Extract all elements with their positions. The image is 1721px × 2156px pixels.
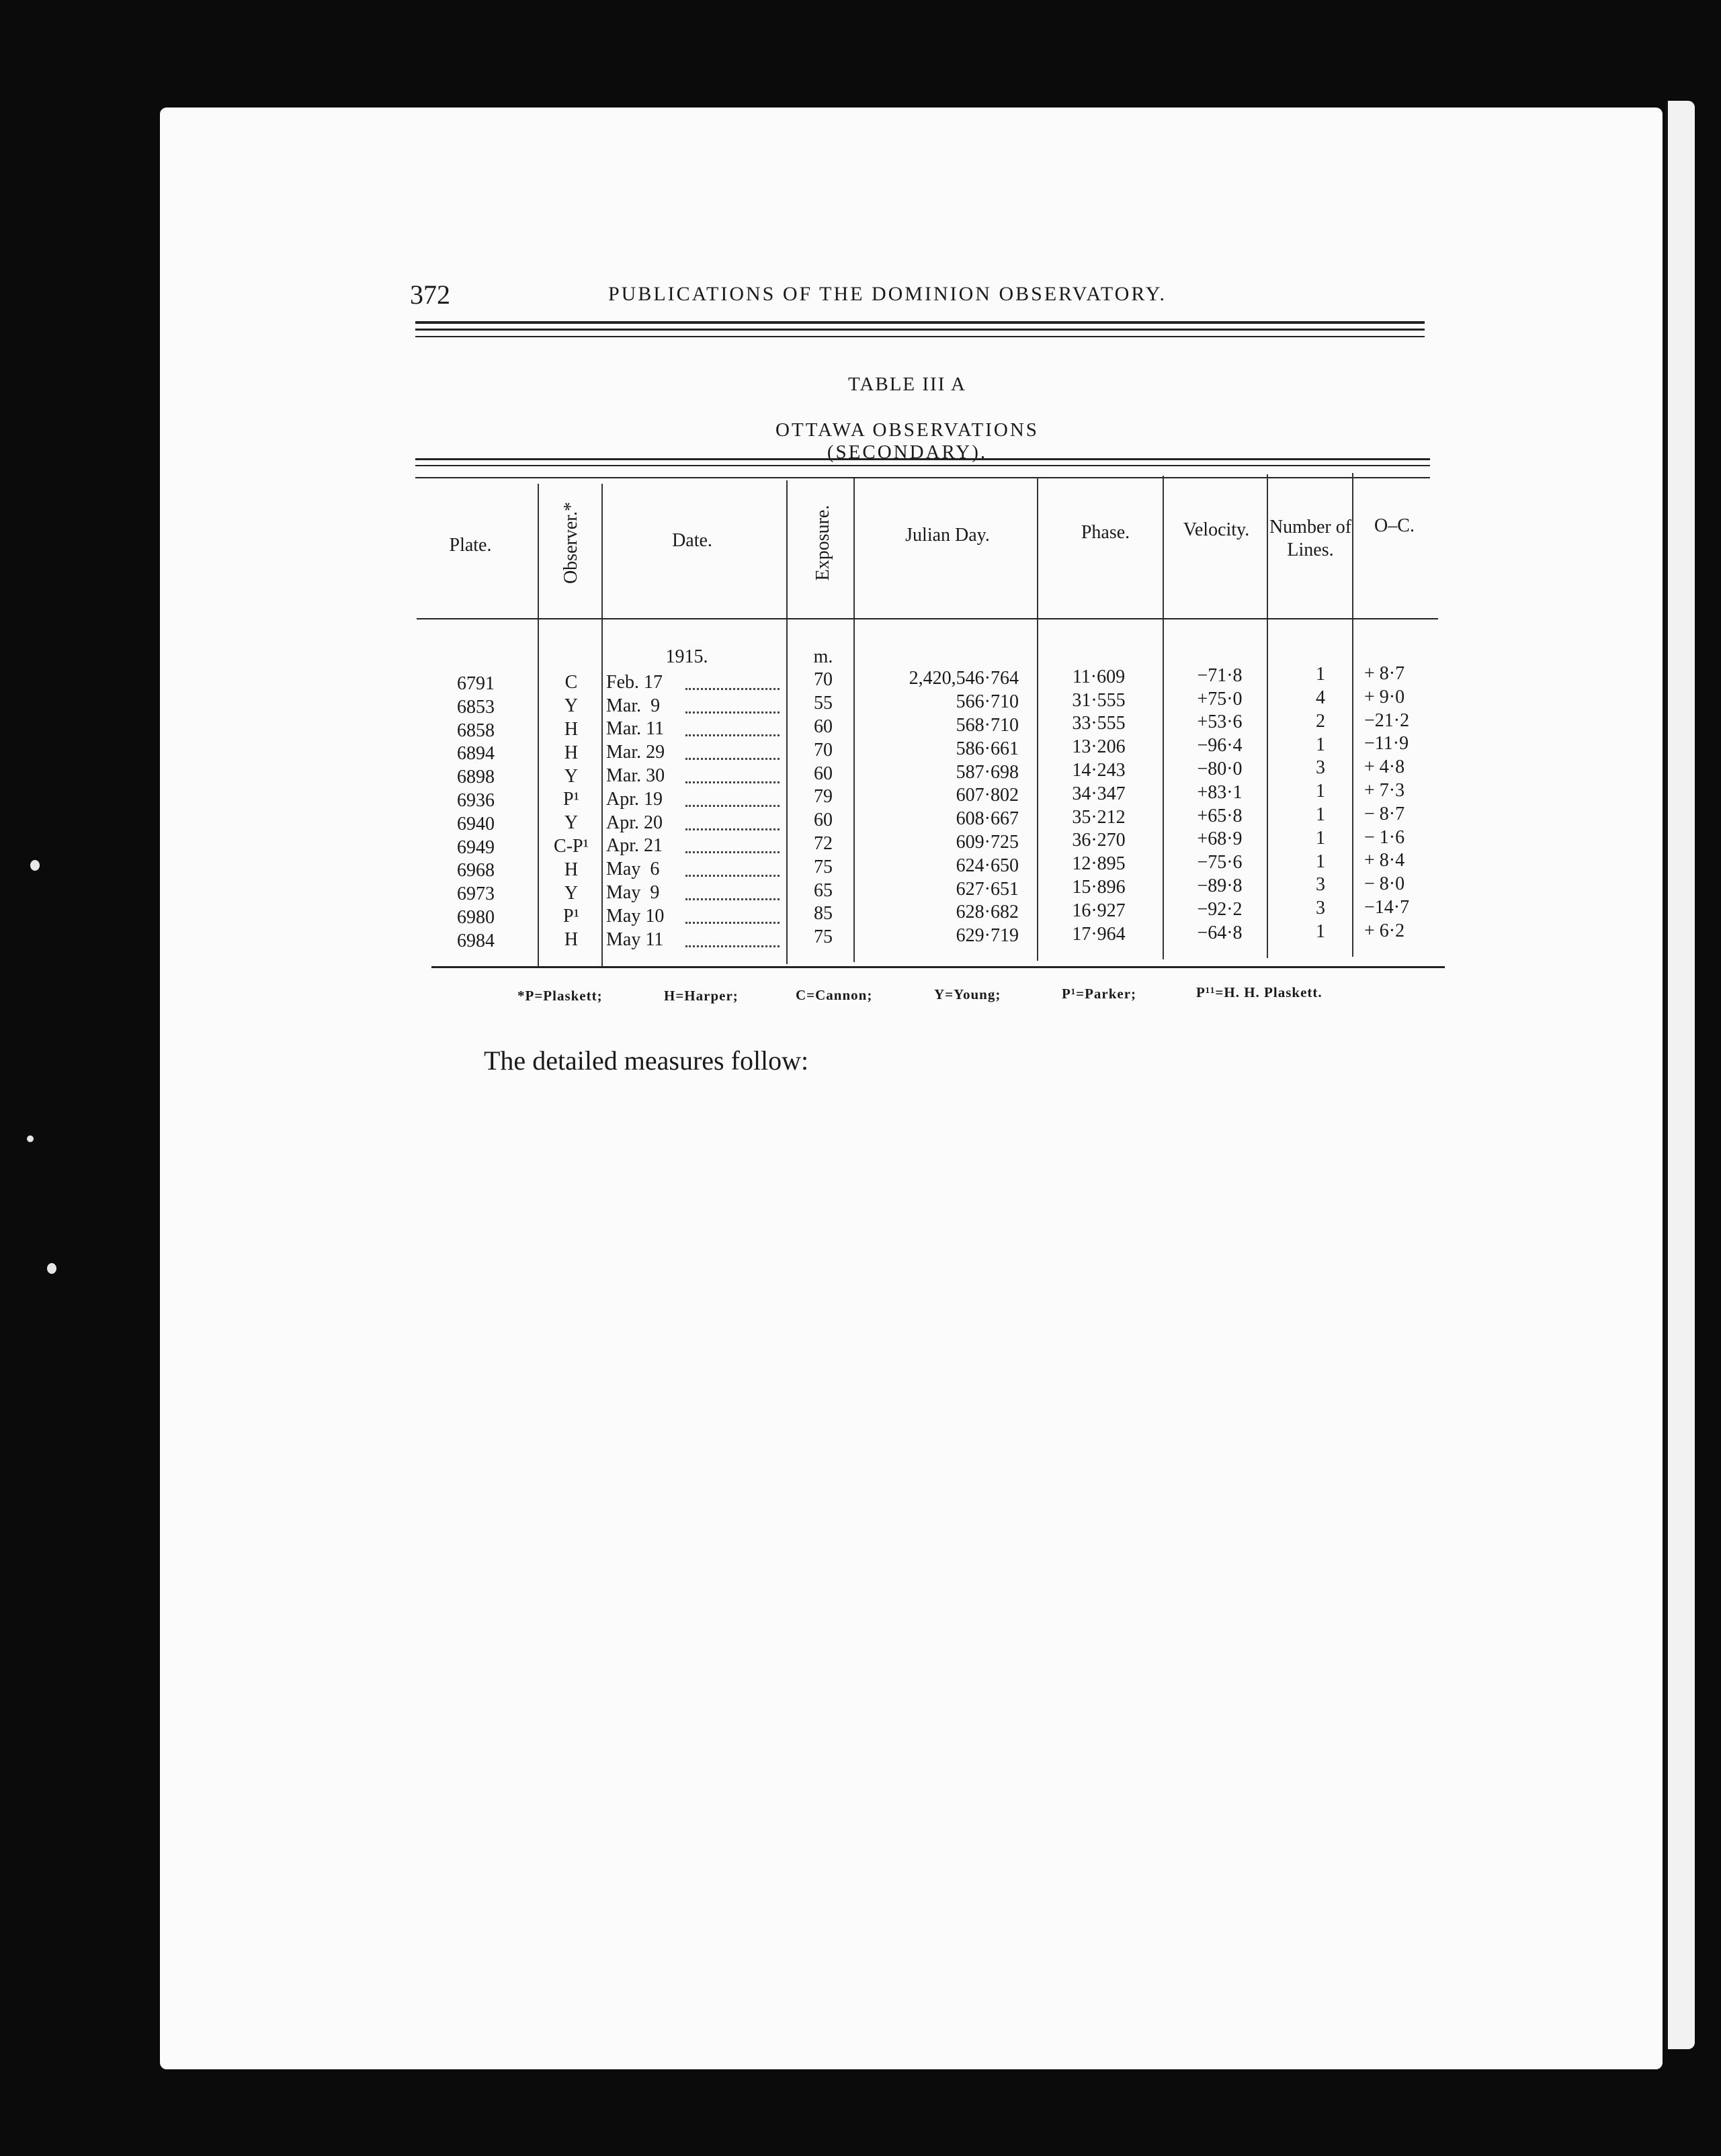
cell-observer: H — [564, 718, 579, 740]
dot-leader — [685, 851, 780, 853]
cell-observer: H — [564, 859, 579, 880]
cell-lines: 4 — [1316, 687, 1325, 708]
cell-exposure: 79 — [814, 786, 833, 808]
cell-oc: + 9·0 — [1364, 686, 1405, 707]
dot-leader — [685, 688, 780, 690]
cell-julian-day: 607·802 — [956, 785, 1019, 806]
column-divider — [1163, 476, 1164, 959]
cell-date: Apr. 21 — [606, 835, 663, 857]
cell-phase: 36·270 — [1072, 830, 1126, 851]
cell-julian-day: 629·719 — [956, 925, 1019, 947]
cell-plate: 6949 — [457, 836, 495, 858]
cell-oc: + 7·3 — [1364, 780, 1405, 801]
scan-speck — [30, 860, 40, 871]
cell-oc: − 1·6 — [1364, 826, 1405, 848]
cell-velocity: +65·8 — [1197, 805, 1243, 826]
cell-julian-day: 609·725 — [956, 831, 1019, 853]
cell-velocity: +83·1 — [1197, 781, 1243, 803]
footnote-item: C=Cannon; — [796, 987, 873, 1003]
cell-exposure: 85 — [814, 903, 833, 924]
cell-observer: H — [564, 742, 579, 763]
cell-oc: + 6·2 — [1364, 920, 1405, 941]
table-title: TABLE III A — [848, 374, 966, 395]
cell-exposure: 75 — [814, 856, 833, 877]
table-subtitle: OTTAWA OBSERVATIONS (SECONDARY). — [775, 419, 1039, 463]
cell-plate: 6858 — [457, 720, 495, 741]
cell-phase: 33·555 — [1072, 713, 1126, 734]
cell-phase: 34·347 — [1072, 783, 1126, 804]
cell-lines: 3 — [1316, 874, 1325, 896]
cell-oc: −14·7 — [1364, 897, 1410, 918]
cell-plate: 6968 — [457, 860, 495, 881]
body-text: The detailed measures follow: — [484, 1045, 809, 1076]
cell-observer: C-P¹ — [554, 835, 589, 857]
cell-lines: 1 — [1316, 734, 1325, 755]
cell-observer: H — [564, 929, 579, 951]
cell-lines: 1 — [1316, 664, 1325, 685]
dot-leader — [685, 805, 780, 807]
cell-exposure: 75 — [814, 926, 833, 948]
cell-oc: − 8·0 — [1364, 873, 1405, 895]
cell-observer: P¹ — [563, 789, 579, 810]
cell-exposure: 70 — [814, 669, 833, 691]
header-number-of-lines: Number of Lines. — [1269, 517, 1352, 560]
dot-leader — [685, 922, 780, 924]
cell-phase: 16·927 — [1072, 900, 1126, 921]
cell-plate: 6973 — [457, 883, 495, 905]
cell-lines: 3 — [1316, 757, 1325, 779]
column-divider — [786, 480, 788, 964]
cell-phase: 11·609 — [1072, 666, 1126, 687]
cell-exposure: 60 — [814, 763, 833, 784]
cell-oc: + 8·7 — [1364, 663, 1405, 684]
cell-velocity: −64·8 — [1197, 922, 1243, 943]
cell-velocity: +75·0 — [1197, 688, 1243, 709]
cell-lines: 1 — [1316, 920, 1325, 942]
cell-velocity: −75·6 — [1197, 852, 1243, 873]
cell-oc: − 8·7 — [1364, 803, 1405, 824]
header-plate: Plate. — [449, 535, 492, 556]
cell-plate: 6984 — [457, 930, 495, 951]
cell-plate: 6940 — [457, 813, 495, 834]
cell-exposure: 60 — [814, 716, 833, 737]
cell-lines: 3 — [1316, 898, 1325, 919]
cell-plate: 6791 — [457, 673, 495, 694]
cell-exposure: 72 — [814, 832, 833, 854]
header-phase: Phase. — [1081, 522, 1130, 543]
header-exposure: Exposure. — [812, 505, 833, 581]
exposure-unit: m. — [813, 646, 833, 667]
cell-lines: 2 — [1316, 710, 1325, 732]
cell-velocity: −96·4 — [1197, 735, 1243, 757]
header-rule-thin — [415, 329, 1425, 331]
cell-lines: 1 — [1316, 851, 1325, 872]
column-divider — [853, 478, 855, 962]
footnote-item: Y=Young; — [934, 986, 1001, 1002]
cell-observer: Y — [564, 882, 579, 904]
cell-phase: 12·895 — [1072, 853, 1126, 875]
cell-date: Mar. 11 — [606, 718, 665, 740]
cell-julian-day: 587·698 — [956, 761, 1019, 783]
header-observer: Observer.* — [560, 501, 581, 585]
cell-exposure: 60 — [814, 810, 833, 831]
table-header-top-rule — [415, 477, 1430, 478]
header-date: Date. — [672, 530, 712, 551]
cell-velocity: +68·9 — [1197, 828, 1243, 850]
cell-phase: 17·964 — [1072, 923, 1126, 945]
cell-lines: 1 — [1316, 804, 1325, 825]
cell-phase: 13·206 — [1072, 736, 1126, 758]
cell-julian-day: 568·710 — [956, 714, 1019, 736]
cell-oc: −11·9 — [1364, 733, 1409, 754]
cell-date: May 9 — [606, 881, 660, 903]
header-velocity: Velocity. — [1183, 519, 1250, 540]
cell-date: May 6 — [606, 859, 660, 880]
cell-julian-day: 2,420,546·764 — [909, 668, 1019, 689]
dot-leader — [685, 945, 780, 947]
dot-leader — [685, 898, 780, 900]
dot-leader — [685, 828, 780, 830]
dot-leader — [685, 758, 780, 760]
cell-plate: 6980 — [457, 907, 495, 928]
column-divider — [601, 484, 603, 967]
cell-plate: 6853 — [457, 696, 495, 718]
table-top-rule — [415, 458, 1430, 460]
cell-velocity: −80·0 — [1197, 759, 1243, 779]
cell-exposure: 70 — [814, 739, 833, 761]
scan-speck — [47, 1263, 56, 1274]
cell-velocity: −92·2 — [1197, 898, 1243, 920]
cell-date: Apr. 20 — [606, 812, 663, 833]
cell-velocity: −71·8 — [1197, 664, 1243, 686]
cell-lines: 1 — [1316, 781, 1325, 802]
cell-oc: + 8·4 — [1364, 850, 1405, 871]
table-top-rule-thin — [415, 465, 1430, 466]
cell-velocity: +53·6 — [1197, 712, 1243, 733]
page-header — [410, 279, 1438, 319]
header-o-minus-c: O–C. — [1374, 515, 1415, 536]
cell-date: May 11 — [606, 929, 664, 950]
cell-plate: 6936 — [457, 790, 495, 811]
header-rule-hairline — [415, 336, 1425, 337]
cell-julian-day: 624·650 — [956, 855, 1019, 876]
cell-phase: 35·212 — [1072, 806, 1126, 828]
cell-exposure: 55 — [814, 693, 833, 714]
table-bottom-rule — [431, 966, 1445, 968]
cell-julian-day: 608·667 — [956, 808, 1019, 830]
cell-observer: C — [564, 672, 578, 693]
dot-leader — [685, 875, 780, 877]
cell-lines: 1 — [1316, 827, 1325, 849]
cell-date: Apr. 19 — [606, 788, 663, 810]
cell-date: May 10 — [606, 905, 665, 926]
cell-observer: P¹ — [563, 906, 579, 927]
page-number: 372 — [410, 279, 450, 310]
cell-observer: Y — [564, 695, 579, 717]
header-julian-day: Julian Day. — [905, 525, 990, 546]
cell-velocity: −89·8 — [1197, 875, 1243, 896]
column-divider — [1037, 477, 1038, 961]
header-bottom-rule — [417, 618, 1438, 619]
cell-phase: 14·243 — [1072, 760, 1126, 781]
next-page-edge — [1665, 101, 1695, 2049]
scanned-page — [160, 107, 1663, 2069]
cell-exposure: 65 — [814, 879, 833, 901]
dot-leader — [685, 734, 780, 736]
header-rule-thick — [415, 321, 1425, 324]
cell-oc: + 4·8 — [1364, 757, 1405, 778]
footnote-item: H=Harper; — [664, 988, 739, 1004]
cell-phase: 31·555 — [1072, 689, 1126, 711]
scan-speck — [27, 1135, 34, 1142]
cell-plate: 6894 — [457, 743, 495, 765]
footnote-item: P¹¹=H. H. Plaskett. — [1196, 984, 1323, 1000]
footnote-item: P¹=Parker; — [1062, 986, 1137, 1002]
cell-julian-day: 566·710 — [956, 691, 1019, 713]
cell-oc: −21·2 — [1364, 709, 1410, 731]
cell-observer: Y — [564, 812, 579, 834]
cell-julian-day: 627·651 — [956, 878, 1019, 900]
cell-date: Mar. 9 — [606, 695, 661, 716]
cell-observer: Y — [564, 765, 579, 787]
running-title: PUBLICATIONS OF THE DOMINION OBSERVATORY. — [608, 283, 1167, 305]
cell-date: Mar. 29 — [606, 742, 665, 763]
column-divider — [538, 484, 539, 967]
cell-date: Mar. 30 — [606, 765, 665, 786]
footnote-item: *P=Plaskett; — [517, 988, 603, 1004]
cell-julian-day: 586·661 — [956, 738, 1019, 759]
year-label: 1915. — [665, 646, 708, 667]
dot-leader — [685, 712, 780, 714]
cell-phase: 15·896 — [1072, 877, 1126, 898]
cell-date: Feb. 17 — [606, 671, 663, 693]
dot-leader — [685, 781, 780, 783]
cell-julian-day: 628·682 — [956, 902, 1019, 923]
cell-plate: 6898 — [457, 767, 495, 788]
